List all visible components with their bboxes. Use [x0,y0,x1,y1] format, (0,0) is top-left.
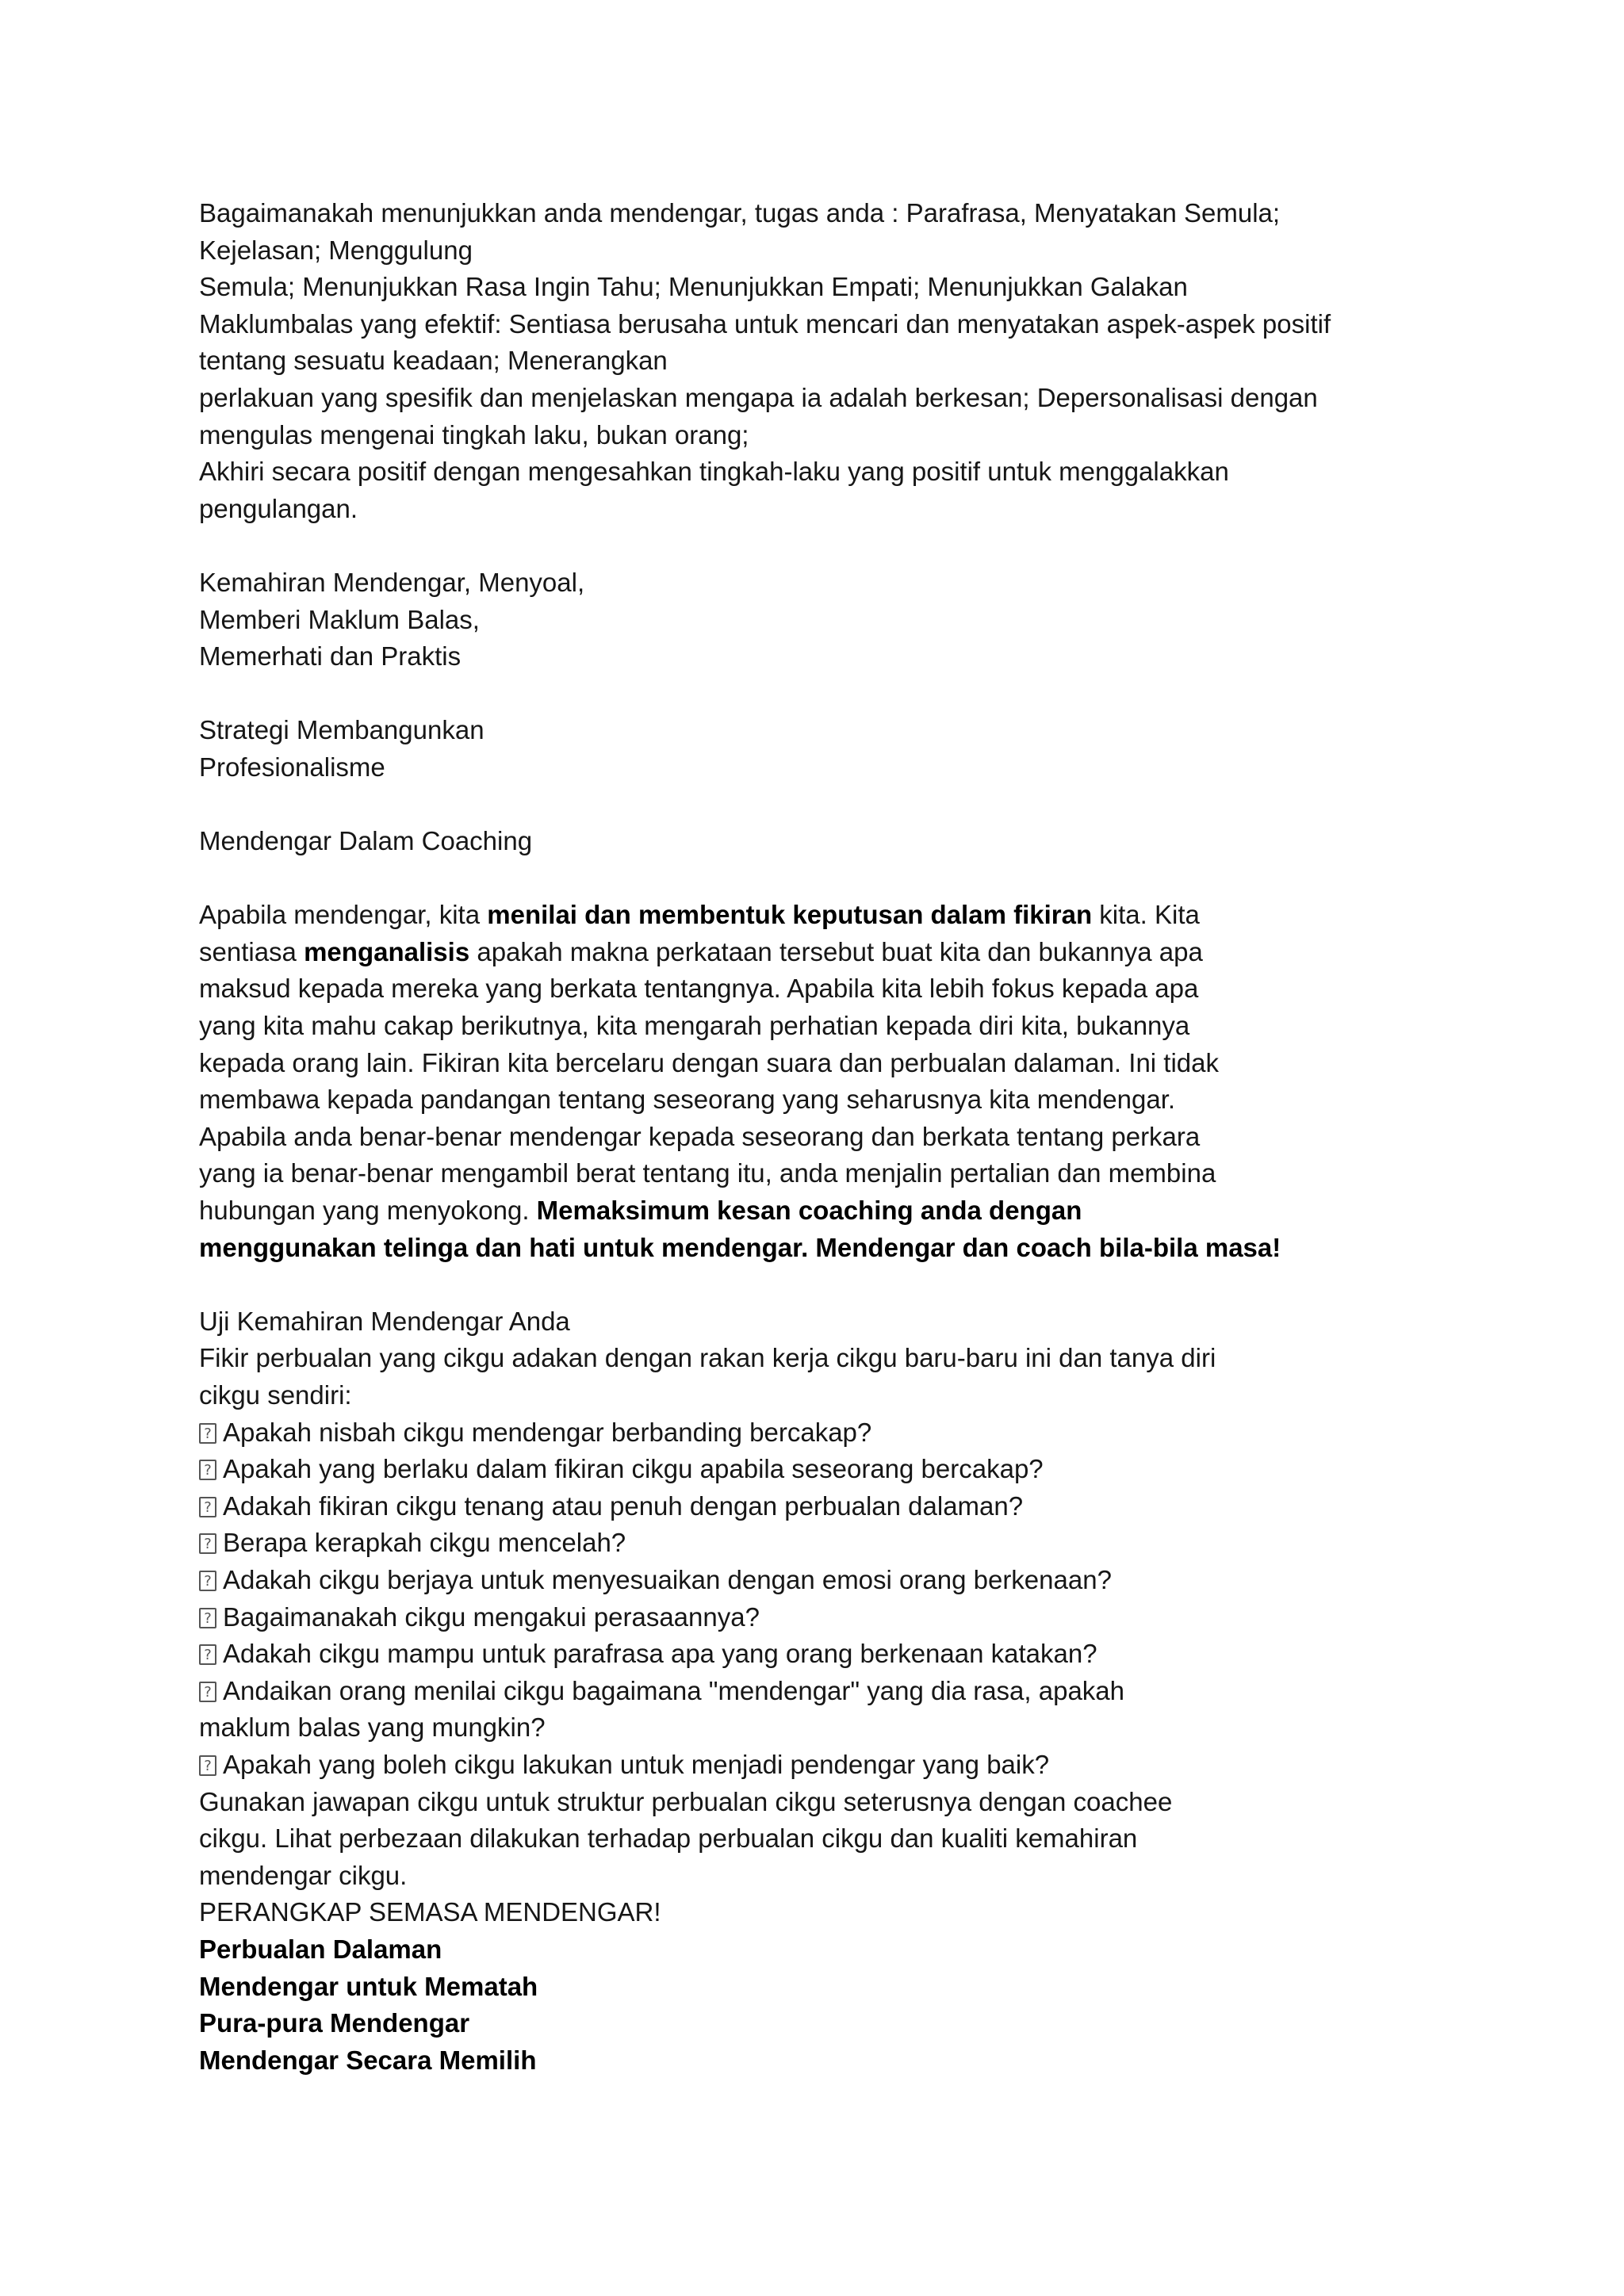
text-line: Fikir perbualan yang cikgu adakan dengan rakan kerja cikgu baru-baru ini dan tanya diri [199,1343,1216,1373]
text-run: hubungan yang menyokong. [199,1196,537,1226]
text-line: tentang sesuatu keadaan; Menerangkan [199,346,668,376]
missing-glyph-box-icon [199,1533,216,1554]
document-page [199,195,1436,2079]
section-heading-coaching: Mendengar Dalam Coaching [199,826,533,856]
question-text: Apakah yang berlaku dalam fikiran cikgu apabila seseorang bercakap? [223,1454,1044,1484]
paragraph-spacer [199,675,1436,713]
text-run: Apabila mendengar, kita [199,900,488,930]
question-item [199,1636,1436,1673]
text-line: Maklumbalas yang efektif: Sentiasa berusaha untuk mencari dan menyatakan aspek-aspek positif [199,308,1331,339]
text-line [199,1192,1436,1230]
trap-item: Pura-pura Mendengar [199,2008,470,2038]
text-line: Kemahiran Mendengar, Menyoal, [199,567,585,597]
text-line: Profesionalisme [199,752,385,782]
question-item [199,1599,1436,1636]
question-item [199,1747,1436,1784]
question-item [199,1525,1436,1562]
paragraph-skills [199,564,1436,675]
question-text: Berapa kerapkah cikgu mencelah? [223,1528,626,1558]
question-item [199,1414,1436,1452]
missing-glyph-box-icon [199,1423,216,1444]
bold-text-run: menilai dan membentuk keputusan dalam fikiran [487,900,1093,930]
missing-glyph-box-icon [199,1608,216,1628]
paragraph-spacer [199,527,1436,564]
text-line: mendengar cikgu. [199,1860,408,1890]
text-line: Apabila anda benar-benar mendengar kepada seseorang dan berkata tentang perkara [199,1121,1201,1151]
text-line: Memerhati dan Praktis [199,641,462,672]
text-line: Bagaimanakah menunjukkan anda mendengar, tugas anda : Parafrasa, Menyatakan Semula; [199,198,1281,228]
text-line: Gunakan jawapan cikgu untuk struktur perbualan cikgu seterusnya dengan coachee [199,1786,1173,1816]
question-item [199,1673,1436,1710]
paragraph-listening-in-coaching [199,897,1436,1266]
text-line: membawa kepada pandangan tentang seseorang yang seharusnya kita mendengar. [199,1085,1176,1115]
text-line: Memberi Maklum Balas, [199,604,480,634]
section-heading-traps: PERANGKAP SEMASA MENDENGAR! [199,1897,661,1927]
text-line: Semula; Menunjukkan Rasa Ingin Tahu; Menunjukkan Empati; Menunjukkan Galakan [199,272,1188,302]
bold-text-run: menganalisis [304,936,470,966]
missing-glyph-box-icon [199,1571,216,1591]
question-text: Apakah nisbah cikgu mendengar berbanding bercakap? [223,1417,872,1447]
text-line: Strategi Membangunkan [199,715,485,745]
section-heading-test: Uji Kemahiran Mendengar Anda [199,1306,570,1336]
text-line [199,897,1436,934]
section-listening-test [199,1303,1436,1895]
trap-item: Perbualan Dalaman [199,1934,442,1964]
question-item [199,1451,1436,1488]
text-run: sentiasa [199,936,304,966]
question-continuation: maklum balas yang mungkin? [199,1712,546,1743]
trap-item: Mendengar Secara Memilih [199,2045,537,2075]
text-line: Akhiri secara positif dengan mengesahkan tingkah-laku yang positif untuk menggalakkan [199,457,1229,487]
question-text: Apakah yang boleh cikgu lakukan untuk menjadi pendengar yang baik? [223,1749,1050,1779]
question-item [199,1562,1436,1599]
trap-item: Mendengar untuk Mematah [199,1971,538,2001]
text-line [199,934,1436,971]
text-line: yang kita mahu cakap berikutnya, kita mengarah perhatian kepada diri kita, bukannya [199,1011,1190,1041]
section-listening-traps [199,1894,1436,2079]
text-line: mengulas mengenai tingkah laku, bukan orang; [199,419,749,450]
missing-glyph-box-icon [199,1682,216,1702]
missing-glyph-box-icon [199,1644,216,1665]
question-text: Adakah cikgu mampu untuk parafrasa apa yang orang berkenaan katakan? [223,1639,1097,1669]
missing-glyph-box-icon [199,1755,216,1776]
question-text: Adakah cikgu berjaya untuk menyesuaikan dengan emosi orang berkenaan? [223,1564,1112,1594]
question-text: Andaikan orang menilai cikgu bagaimana "mendengar" yang dia rasa, apakah [223,1675,1125,1705]
question-item [199,1488,1436,1525]
text-run: kita. Kita [1092,900,1200,930]
missing-glyph-box-icon [199,1497,216,1517]
paragraph-spacer [199,860,1436,897]
text-run: apakah makna perkataan tersebut buat kita dan bukannya apa [469,936,1203,966]
text-line: pengulangan. [199,493,358,523]
text-line: maksud kepada mereka yang berkata tentangnya. Apabila kita lebih fokus kepada apa [199,974,1199,1004]
paragraph-spacer [199,1266,1436,1303]
bold-text-line: menggunakan telinga dan hati untuk mendengar. Mendengar dan coach bila-bila masa! [199,1232,1281,1262]
text-line: Kejelasan; Menggulung [199,235,473,265]
text-line: yang ia benar-benar mengambil berat tentang itu, anda menjalin pertalian dan membina [199,1158,1216,1188]
question-text: Adakah fikiran cikgu tenang atau penuh dengan perbualan dalaman? [223,1490,1024,1521]
question-text: Bagaimanakah cikgu mengakui perasaannya? [223,1601,760,1632]
text-line: kepada orang lain. Fikiran kita bercelaru dengan suara dan perbualan dalaman. Ini tidak [199,1047,1220,1077]
paragraph-listening-tasks [199,195,1436,527]
text-line: perlakuan yang spesifik dan menjelaskan mengapa ia adalah berkesan; Depersonalisasi dengan [199,382,1318,412]
paragraph-strategy [199,712,1436,786]
text-line: cikgu. Lihat perbezaan dilakukan terhadap perbualan cikgu dan kualiti kemahiran [199,1823,1138,1854]
bold-text-run: Memaksimum kesan coaching anda dengan [536,1196,1082,1226]
text-line: cikgu sendiri: [199,1380,352,1410]
missing-glyph-box-icon [199,1460,216,1480]
paragraph-spacer [199,786,1436,824]
